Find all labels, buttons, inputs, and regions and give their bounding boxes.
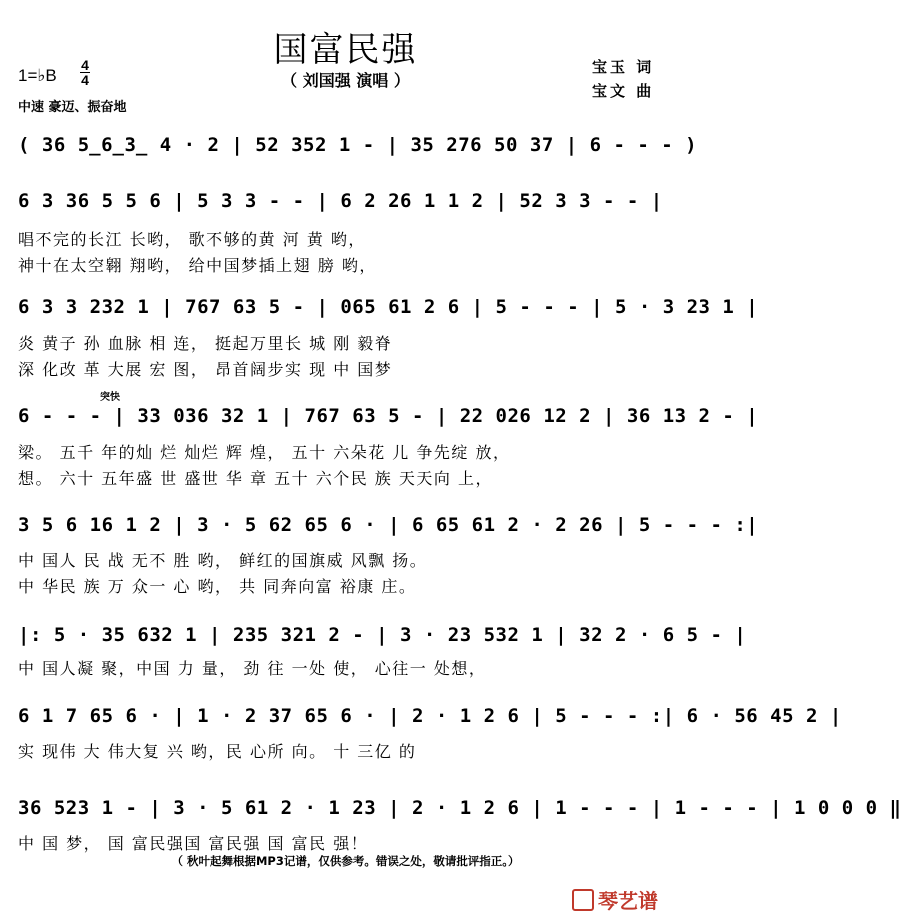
song-title: 国富民强 bbox=[273, 30, 418, 70]
logo-icon bbox=[572, 889, 594, 911]
lyric-line-3b: 深 化改 革 大展 宏 图， 昂首阔步实 现 中 国梦 bbox=[18, 360, 393, 379]
lyric-line-6a: 中 国人凝 聚，中国 力 量， 劲 往 一处 使， 心往一 处想， bbox=[18, 659, 487, 678]
tempo-change-marker: 突快 bbox=[100, 392, 120, 403]
lyric-line-2b: 神十在太空翱 翔哟， 给中国梦插上翅 膀 哟， bbox=[18, 256, 377, 275]
lyric-line-3a: 炎 黄子 孙 血脉 相 连， 挺起万里长 城 刚 毅脊 bbox=[18, 334, 393, 353]
lyric-line-5a: 中 国人 民 战 无不 胜 哟， 鲜红的国旗威 风飘 扬。 bbox=[18, 551, 428, 570]
notation-line-7: 6 1 7 65 6 · | 1 · 2 37 65 6 · | 2 · 1 2 6 | 5 - - - :| 6 · 56 45 2 | bbox=[18, 705, 842, 727]
notation-line-3: 6 3 3 232 1 | 767 63 5 - | 065 61 2 6 | 5 - - - | 5 · 3 23 1 | bbox=[18, 296, 759, 318]
tempo-marking: 中速 豪迈、振奋地 bbox=[18, 100, 127, 115]
notation-line-8: 36 523 1 - | 3 · 5 61 2 · 1 23 | 2 · 1 2 6 | 1 - - - | 1 - - - | 1 0 0 0 ‖ bbox=[18, 797, 901, 819]
time-top: 4 bbox=[81, 57, 89, 73]
lyric-line-4b: 想。 六十 五年盛 世 盛世 华 章 五十 六个民 族 天天向 上， bbox=[18, 469, 493, 488]
site-logo bbox=[572, 885, 658, 914]
lyric-line-7a: 实 现伟 大 伟大复 兴 哟，民 心所 向。 十 三亿 的 bbox=[18, 742, 417, 761]
notation-line-5: 3 5 6 16 1 2 | 3 · 5 62 65 6 · | 6 65 61 2 · 2 26 | 5 - - - :| bbox=[18, 514, 759, 536]
composer-credit: 宝文 曲 bbox=[592, 82, 655, 100]
time-signature bbox=[80, 58, 90, 87]
lyric-line-2a: 唱不完的长江 长哟， 歌不够的黄 河 黄 哟， bbox=[18, 230, 366, 249]
key-signature: 1=♭B bbox=[18, 66, 57, 85]
performer-line: （ 刘国强 演唱 ） bbox=[281, 71, 410, 90]
lyric-line-5b: 中 华民 族 万 众一 心 哟， 共 同奔向富 裕康 庄。 bbox=[18, 577, 417, 596]
disclaimer-note: （ 秋叶起舞根据MP3记谱，仅供参考。错误之处，敬请批评指正。） bbox=[171, 854, 520, 868]
time-bottom: 4 bbox=[81, 72, 89, 88]
logo-text: 琴艺谱 bbox=[598, 889, 658, 913]
lyric-line-4a: 梁。 五千 年的灿 烂 灿烂 辉 煌， 五十 六朵花 儿 争先绽 放， bbox=[18, 443, 511, 462]
lyric-line-8a: 中 国 梦， 国 富民强国 富民强 国 富民 强！ bbox=[18, 834, 369, 853]
notation-line-4: 6 - - - | 33 036 32 1 | 767 63 5 - | 22 026 12 2 | 36 13 2 - | bbox=[18, 405, 759, 427]
lyricist-credit: 宝玉 词 bbox=[592, 58, 655, 76]
notation-line-1: ( 36 5̲6̲3̲ 4 · 2 | 52 352 1 - | 35 276 50 37 | 6 - - - ) bbox=[18, 134, 698, 156]
notation-line-6: |: 5 · 35 632 1 | 235 321 2 - | 3 · 23 532 1 | 32 2 · 6 5 - | bbox=[18, 624, 747, 646]
notation-line-2: 6 3 36 5 5 6 | 5 3 3 - - | 6 2 26 1 1 2 | 52 3 3 - - | bbox=[18, 190, 663, 212]
